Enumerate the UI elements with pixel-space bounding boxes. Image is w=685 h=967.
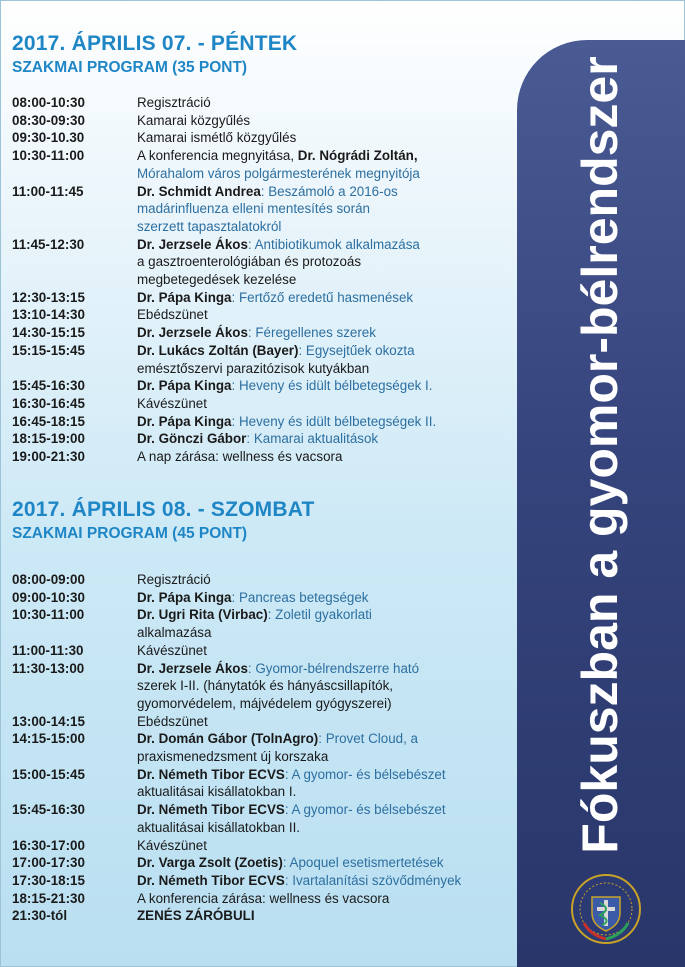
schedule-row: [12, 413, 522, 431]
description-line: [137, 395, 522, 413]
schedule-text: alkalmazása: [137, 625, 212, 641]
schedule-row: [12, 306, 522, 324]
schedule-time: 21:30-tól: [12, 908, 68, 924]
talk-title: : A gyomor- és bélsebészet: [284, 802, 446, 818]
description-line: [137, 430, 522, 448]
schedule-time: 14:15-15:00: [12, 731, 85, 747]
schedule-text: Kávészünet: [137, 837, 207, 853]
day1-program-title: SZAKMAI PROGRAM (35 PONT): [12, 59, 248, 76]
talk-title: : Féregellenes szerek: [247, 325, 376, 341]
schedule-time: 18:15-19:00: [12, 431, 85, 447]
speaker-name: Dr. Varga Zsolt (Zoetis): [137, 855, 283, 871]
schedule-description: [137, 324, 522, 342]
schedule-description: [137, 642, 522, 660]
schedule-time: 11:30-13:00: [12, 660, 85, 676]
schedule-time: 15:45-16:30: [12, 802, 85, 818]
talk-title: : Gyomor-bélrendszerre ható: [247, 660, 420, 676]
schedule-description: [137, 872, 522, 890]
description-line: [137, 766, 522, 784]
talk-title: : Egysejtűek okozta: [298, 342, 415, 358]
day2-program-title: SZAKMAI PROGRAM (45 PONT): [12, 525, 248, 542]
schedule-time: 15:45-16:30: [12, 378, 85, 394]
schedule-text: a gasztroenterológiában és protozoás: [137, 254, 362, 270]
day2-heading: [12, 497, 315, 545]
schedule-time: 11:00-11:45: [12, 183, 84, 199]
schedule-text: A konferencia zárása: wellness és vacsora: [137, 890, 390, 906]
description-line: [137, 872, 522, 890]
schedule-time: 15:00-15:45: [12, 766, 85, 782]
schedule-row: [12, 801, 522, 836]
schedule-time: 10:30-11:00: [12, 607, 85, 623]
schedule-description: [137, 801, 522, 836]
schedule-time: 17:30-18:15: [12, 872, 85, 888]
schedule-time: 09:30-10.30: [12, 130, 85, 146]
speaker-name: Dr. Nógrádi Zoltán,: [297, 148, 418, 164]
schedule-text: Kamarai közgyűlés: [137, 112, 251, 128]
schedule-text: Ebédszünet: [137, 307, 208, 323]
talk-title: : Pancreas betegségek: [231, 589, 369, 605]
schedule-row: [12, 606, 522, 641]
description-line: [137, 413, 522, 431]
schedule-time: 10:30-11:00: [12, 148, 85, 164]
speaker-name: Dr. Ugri Rita (Virbac): [137, 607, 268, 623]
speaker-name: Dr. Pápa Kinga: [137, 378, 232, 394]
speaker-name: Dr. Németh Tibor ECVS: [137, 802, 285, 818]
description-line: [137, 624, 522, 642]
schedule-text: aktualitásai kisállatokban I.: [137, 784, 297, 800]
schedule-description: [137, 854, 522, 872]
schedule-text: Kávészünet: [137, 395, 207, 411]
schedule-row: [12, 837, 522, 855]
schedule-description: [137, 660, 522, 713]
schedule-text: Regisztráció: [137, 572, 211, 587]
schedule-description: [137, 448, 522, 466]
schedule-description: [137, 606, 522, 641]
schedule-text: megbetegedések kezelése: [137, 272, 297, 288]
schedule-time: 11:45-12:30: [12, 236, 85, 252]
description-line: [137, 112, 522, 130]
talk-title: : A gyomor- és bélsebészet: [284, 766, 446, 782]
schedule-row: [12, 766, 522, 801]
speaker-name: Dr. Jerzsele Ákos: [137, 236, 248, 252]
description-line: [137, 218, 522, 236]
schedule-description: [137, 112, 522, 130]
day2-title: 2017. ÁPRILIS 08. - SZOMBAT: [12, 498, 315, 521]
talk-title: : Antibiotikumok alkalmazása: [247, 236, 420, 252]
schedule-description: [137, 94, 522, 112]
schedule-time: 13:00-14:15: [12, 713, 85, 729]
schedule-row: [12, 236, 522, 289]
schedule-time: 18:15-21:30: [12, 890, 85, 906]
talk-title: : Provet Cloud, a: [318, 731, 419, 747]
schedule-time: 12:30-13:15: [12, 289, 85, 305]
chamber-emblem-icon: [570, 873, 642, 945]
schedule-row: [12, 571, 522, 589]
description-line: [137, 236, 522, 254]
speaker-name: Dr. Pápa Kinga: [137, 589, 232, 605]
schedule-time: 08:00-10:30: [12, 95, 85, 110]
schedule-time: 08:30-09:30: [12, 112, 85, 128]
schedule-row: [12, 147, 522, 182]
description-line: [137, 713, 522, 731]
description-line: [137, 342, 522, 360]
schedule-text: A nap zárása: wellness és vacsora: [137, 449, 343, 465]
schedule-description: [137, 571, 522, 589]
schedule-row: [12, 730, 522, 765]
schedule-description: [137, 236, 522, 289]
speaker-name: Dr. Jerzsele Ákos: [137, 325, 248, 341]
schedule-row: [12, 342, 522, 377]
schedule-row: [12, 448, 522, 466]
speaker-name: Dr. Pápa Kinga: [137, 289, 232, 305]
talk-title: : Zoletil gyakorlati: [267, 607, 372, 623]
schedule-time: 11:00-11:30: [12, 642, 84, 658]
schedule-row: [12, 289, 522, 307]
schedule-text: Ebédszünet: [137, 713, 208, 729]
talk-title: : Fertőző eredetű hasmenések: [231, 289, 414, 305]
schedule-time: 19:00-21:30: [12, 449, 85, 465]
speaker-name: Dr. Gönczi Gábor: [137, 431, 247, 447]
schedule-description: [137, 183, 522, 236]
description-line: [137, 819, 522, 837]
description-line: [137, 129, 522, 147]
schedule-time: 16:30-17:00: [12, 837, 85, 853]
schedule-row: [12, 890, 522, 908]
schedule-row: [12, 713, 522, 731]
talk-title: szerzett tapasztalatokról: [137, 218, 282, 234]
schedule-row: [12, 395, 522, 413]
speaker-name: Dr. Schmidt Andrea: [137, 183, 261, 199]
description-line: [137, 642, 522, 660]
description-line: [137, 571, 522, 589]
description-line: [137, 695, 522, 713]
schedule-time: 15:15-15:45: [12, 342, 85, 358]
schedule-text: emésztőszervi parazitózisok kutyákban: [137, 360, 370, 376]
description-line: [137, 324, 522, 342]
talk-title: Mórahalom város polgármesterének megnyitója: [137, 165, 420, 181]
schedule-description: [137, 890, 522, 908]
schedule-description: [137, 129, 522, 147]
schedule-time: 17:00-17:30: [12, 855, 85, 871]
schedule-row: [12, 872, 522, 890]
schedule-text: aktualitásai kisállatokban II.: [137, 819, 301, 835]
description-line: [137, 660, 522, 678]
schedule-row: [12, 660, 522, 713]
description-line: [137, 854, 522, 872]
schedule-description: [137, 289, 522, 307]
schedule-description: [137, 766, 522, 801]
talk-title: : Heveny és idült bélbetegségek II.: [231, 413, 437, 429]
schedule-row: [12, 589, 522, 607]
description-line: [137, 677, 522, 695]
schedule-time: 08:00-09:00: [12, 572, 85, 587]
schedule-text: Kávészünet: [137, 642, 207, 658]
schedule-description: [137, 713, 522, 731]
description-line: [137, 890, 522, 908]
schedule-description: [137, 430, 522, 448]
talk-title: : Heveny és idült bélbetegségek I.: [231, 378, 433, 394]
schedule-description: [137, 907, 522, 925]
schedule-description: [137, 395, 522, 413]
schedule-text: ZENÉS ZÁRÓBULI: [137, 908, 255, 924]
schedule-text: A konferencia megnyitása,: [137, 148, 298, 164]
day2-schedule: [12, 571, 522, 925]
schedule-description: [137, 837, 522, 855]
side-title: Fókuszban a gyomor-bélrendszer: [572, 56, 628, 854]
day1-title: 2017. ÁPRILIS 07. - PÉNTEK: [12, 32, 298, 55]
talk-title: madárinfluenza elleni mentesítés során: [137, 201, 370, 217]
talk-title: : Apoquel esetismertetések: [282, 855, 444, 871]
description-line: [137, 165, 522, 183]
description-line: [137, 589, 522, 607]
description-line: [137, 748, 522, 766]
schedule-time: 14:30-15:15: [12, 325, 85, 341]
schedule-time: 13:10-14:30: [12, 307, 85, 323]
speaker-name: Dr. Németh Tibor ECVS: [137, 766, 285, 782]
description-line: [137, 253, 522, 271]
schedule-row: [12, 854, 522, 872]
description-line: [137, 289, 522, 307]
schedule-description: [137, 377, 522, 395]
speaker-name: Dr. Jerzsele Ákos: [137, 660, 248, 676]
schedule-row: [12, 324, 522, 342]
schedule-row: [12, 642, 522, 660]
description-line: [137, 94, 522, 112]
schedule-description: [137, 306, 522, 324]
schedule-time: 09:00-10:30: [12, 589, 85, 605]
description-line: [137, 448, 522, 466]
description-line: [137, 200, 522, 218]
description-line: [137, 306, 522, 324]
schedule-row: [12, 377, 522, 395]
day1-heading: [12, 31, 297, 79]
description-line: [137, 377, 522, 395]
talk-title: : Ivartalanítási szövődmények: [284, 872, 462, 888]
schedule-text: gyomorvédelem, májvédelem gyógyszerei): [137, 695, 392, 711]
speaker-name: Dr. Pápa Kinga: [137, 413, 232, 429]
schedule-description: [137, 342, 522, 377]
description-line: [137, 271, 522, 289]
description-line: [137, 907, 522, 925]
description-line: [137, 783, 522, 801]
speaker-name: Dr. Németh Tibor ECVS: [137, 872, 285, 888]
schedule-time: 16:30-16:45: [12, 395, 85, 411]
description-line: [137, 147, 522, 165]
description-line: [137, 801, 522, 819]
schedule-description: [137, 589, 522, 607]
schedule-row: [12, 112, 522, 130]
schedule-description: [137, 413, 522, 431]
schedule-text: praxismenedzsment új korszaka: [137, 749, 329, 765]
schedule-row: [12, 907, 522, 925]
speaker-name: Dr. Lukács Zoltán (Bayer): [137, 342, 299, 358]
description-line: [137, 360, 522, 378]
schedule-text: Regisztráció: [137, 95, 211, 110]
schedule-time: 16:45-18:15: [12, 413, 85, 429]
description-line: [137, 183, 522, 201]
talk-title: : Beszámoló a 2016-os: [260, 183, 398, 199]
talk-title: : Kamarai aktualitások: [246, 431, 379, 447]
description-line: [137, 730, 522, 748]
description-line: [137, 837, 522, 855]
day1-schedule: [12, 94, 522, 466]
schedule-text: Kamarai ismétlő közgyűlés: [137, 130, 297, 146]
description-line: [137, 606, 522, 624]
schedule-row: [12, 430, 522, 448]
schedule-description: [137, 147, 522, 182]
speaker-name: Dr. Domán Gábor (TolnAgro): [137, 731, 319, 747]
schedule-row: [12, 129, 522, 147]
schedule-row: [12, 183, 522, 236]
schedule-text: szerek I-II. (hánytatók és hányáscsillapítók,: [137, 678, 394, 694]
schedule-row: [12, 94, 522, 112]
schedule-description: [137, 730, 522, 765]
